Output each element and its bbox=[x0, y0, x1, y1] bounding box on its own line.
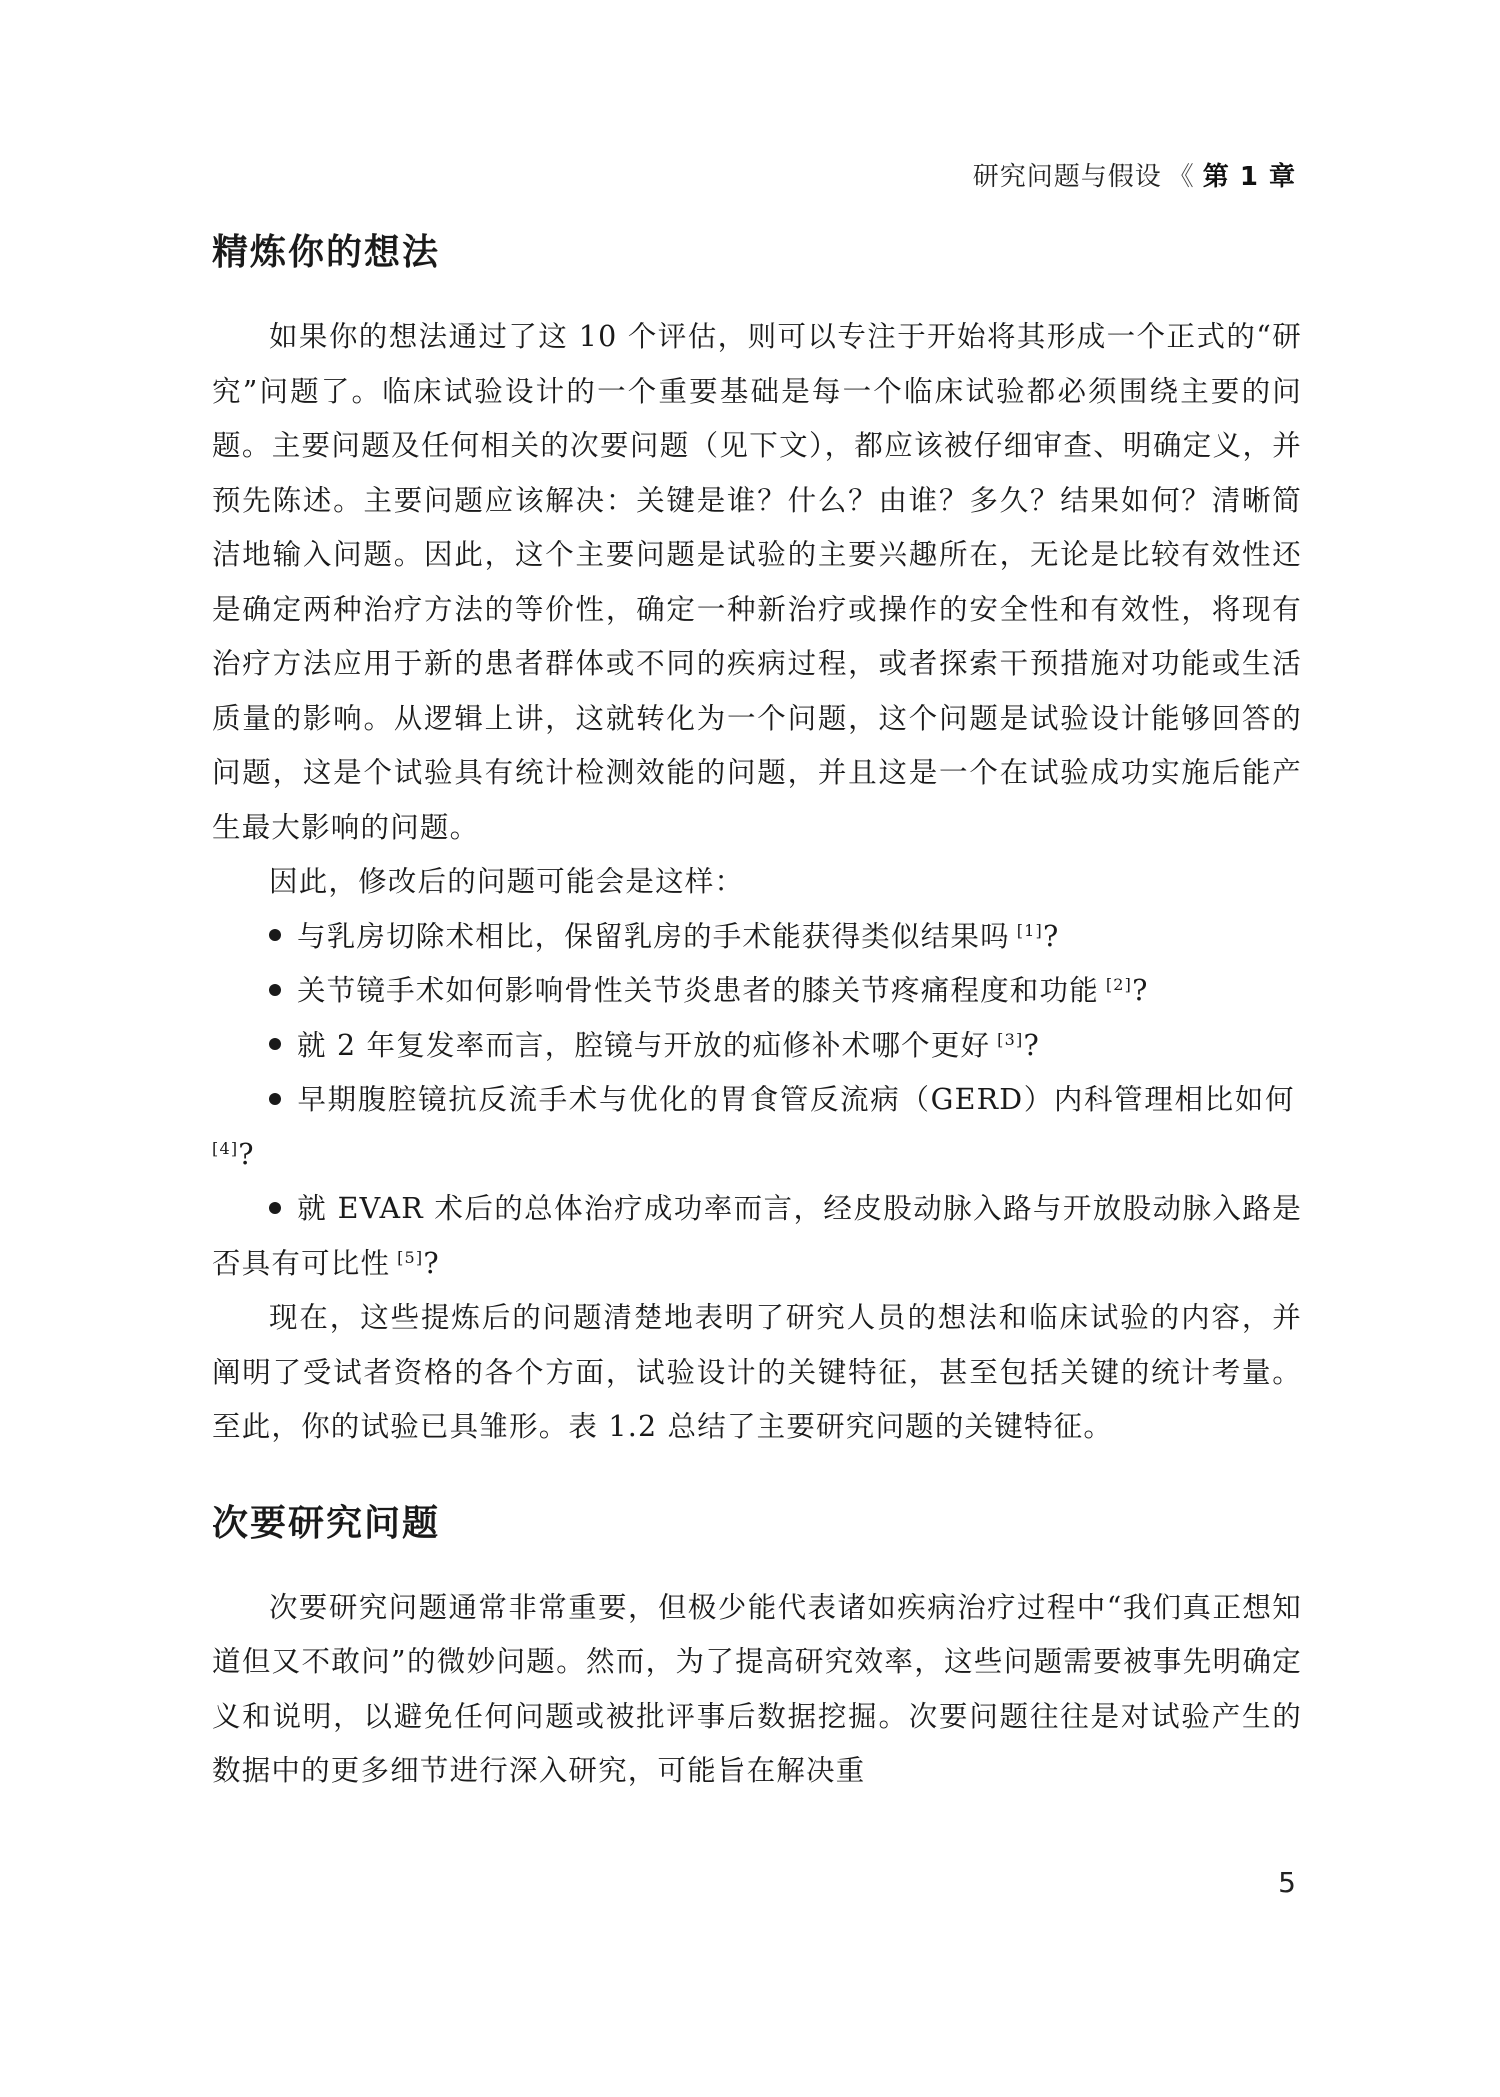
list-item-end: ? bbox=[238, 1137, 255, 1171]
bullet-icon bbox=[269, 984, 281, 996]
bullet-icon bbox=[269, 929, 281, 941]
bullet-icon bbox=[269, 1093, 281, 1105]
section-heading-refine-idea: 精炼你的想法 bbox=[212, 231, 441, 273]
list-item-end: ? bbox=[423, 1246, 440, 1280]
running-header-section: 研究问题与假设 bbox=[972, 162, 1162, 192]
citation-ref: [1] bbox=[1016, 920, 1043, 940]
citation-ref: [3] bbox=[997, 1029, 1024, 1049]
running-header-chapter: 第 1 章 bbox=[1202, 162, 1296, 192]
list-item-end: ? bbox=[1042, 919, 1060, 953]
bullet-icon bbox=[269, 1202, 281, 1214]
citation-ref: [2] bbox=[1105, 975, 1133, 994]
page-number: 5 bbox=[1278, 1866, 1296, 1899]
list-item-text: 与乳房切除术相比，保留乳房的手术能获得类似结果吗 bbox=[297, 919, 1010, 953]
list-item-text: 就 2 年复发率而言，腔镜与开放的疝修补术哪个更好 bbox=[297, 1028, 991, 1062]
citation-ref: [5] bbox=[397, 1247, 424, 1267]
running-header-separator: 《 bbox=[1167, 162, 1195, 192]
list-item bbox=[212, 1182, 1302, 1291]
section-heading-secondary-questions: 次要研究问题 bbox=[212, 1501, 441, 1544]
list-item-text: 早期腹腔镜抗反流手术与优化的胃食管反流病（GERD）内科管理相比如何 bbox=[297, 1083, 1296, 1116]
citation-ref: [4] bbox=[212, 1138, 239, 1158]
list-item-text: 关节镜手术如何影响骨性关节炎患者的膝关节疼痛程度和功能 bbox=[297, 974, 1099, 1007]
page-body bbox=[212, 226, 1302, 1799]
running-header bbox=[973, 156, 1296, 193]
section-spacer bbox=[212, 1455, 1302, 1497]
list-item-end: ? bbox=[1023, 1028, 1040, 1062]
body-paragraph: 次要研究问题通常非常重要，但极少能代表诸如疾病治疗过程中“我们真正想知道但又不敢问”的微妙问题。然而，为了提高研究效率，这些问题需要被事先明确定义和说明，以避免任何问题或被批评事后数据挖掘。次要问题往往是对试验产生的数据中的更多细节进行深入研究，可能旨在解决重 bbox=[212, 1590, 1302, 1787]
question-list bbox=[212, 910, 1302, 1292]
list-item bbox=[212, 1073, 1302, 1182]
list-item-text: 就 EVAR 术后的总体治疗成功率而言，经皮股动脉入路与开放股动脉入路是否具有可比性 bbox=[212, 1192, 1302, 1280]
list-item bbox=[212, 964, 1302, 1019]
body-paragraph: 如果你的想法通过了这 10 个评估，则可以专注于开始将其形成一个正式的“研究”问题了。临床试验设计的一个重要基础是每一个临床试验都必须围绕主要的问题。主要问题及任何相关的次要问题（见下文），都应该被仔细审查、明确定义，并预先陈述。主要问题应该解决：关键是谁？什么？由谁？多久？结果如何？清晰简洁地输入问题。因此，这个主要问题是试验的主要兴趣所在，无论是比较有效性还是确定两种治疗方法的等价性，确定一种新治疗或操作的安全性和有效性，将现有治疗方法应用于新的患者群体或不同的疾病过程，或者探索干预措施对功能或生活质量的影响。从逻辑上讲，这就转化为一个问题，这个问题是试验设计能够回答的问题，这是个试验具有统计检测效能的问题，并且这是一个在试验成功实施后能产生最大影响的问题。 bbox=[212, 320, 1302, 844]
list-item bbox=[212, 910, 1302, 965]
list-item bbox=[212, 1019, 1302, 1074]
bullet-intro: 因此，修改后的问题可能会是这样： bbox=[269, 865, 745, 898]
body-paragraph: 现在，这些提炼后的问题清楚地表明了研究人员的想法和临床试验的内容，并阐明了受试者资格的各个方面，试验设计的关键特征，甚至包括关键的统计考量。至此，你的试验已具雏形。表 1.2 总结了主要研究问题的关键特征。 bbox=[212, 1301, 1302, 1443]
list-item-end: ? bbox=[1132, 974, 1149, 1007]
bullet-icon bbox=[269, 1038, 281, 1050]
